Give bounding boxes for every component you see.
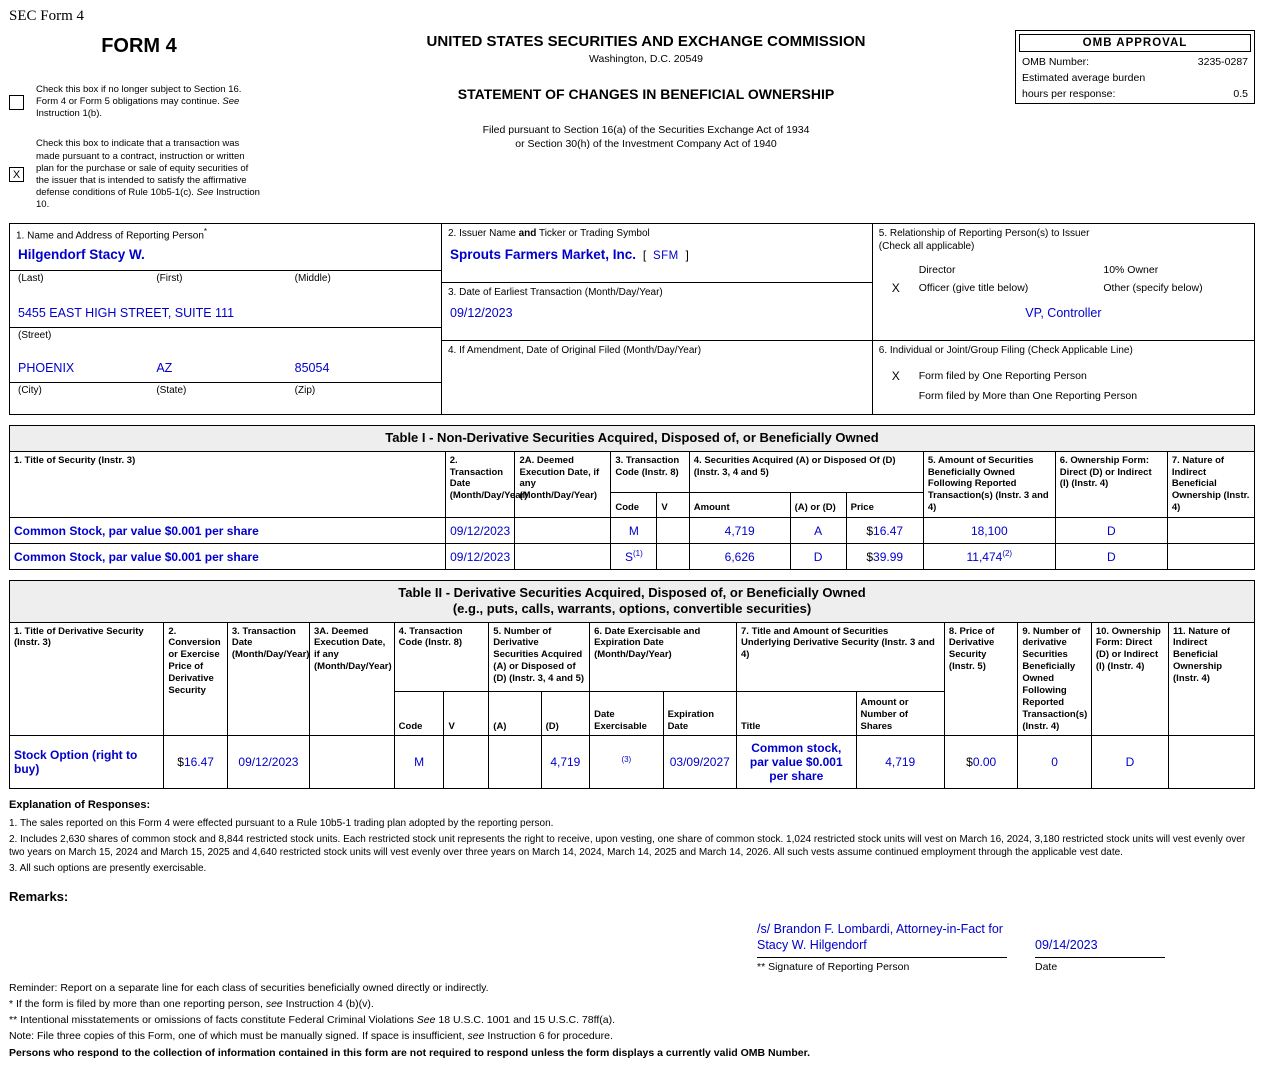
issuer-section-label xyxy=(442,224,872,243)
multiple-persons-note-text: * If the form is filed by more than one reporting person, xyxy=(9,997,266,1010)
ticker-bracket-open: [ xyxy=(642,248,647,263)
relationship-label-line-1: 5. Relationship of Reporting Person(s) to Issuer xyxy=(878,228,1090,240)
rule10b51-text2: Instruction 10. xyxy=(36,187,260,211)
table2-title-line-2: (e.g., puts, calls, warrants, options, convertible securities) xyxy=(452,601,812,617)
t2-header-deemed: 3A. Deemed Execution Date, if any (Month/Day/Year) xyxy=(310,622,395,736)
filing-type-label: 6. Individual or Joint/Group Filing (Check Applicable Line) xyxy=(878,345,1133,357)
form-header-center xyxy=(277,27,1015,151)
footnote-1: 1. The sales reported on this Form 4 were effected pursuant to a Rule 10b5-1 trading plan adopted by the reporting person. xyxy=(9,817,554,829)
t2-header-date: 3. Transaction Date (Month/Day/Year) xyxy=(227,622,309,736)
derivatives-owned-following: 0 xyxy=(1051,755,1058,770)
remarks-heading: Remarks: xyxy=(9,888,69,904)
t1-header-nature: 7. Nature of Indirect Beneficial Ownership (Instr. 4) xyxy=(1167,451,1254,517)
t1-header-date: 2. Transaction Date (Month/Day/Year) xyxy=(445,451,515,517)
t2-header-price: 8. Price of Derivative Security (Instr. 5) xyxy=(944,622,1017,736)
t1-header-ownership: 6. Ownership Form: Direct (D) or Indirect (I) (Instr. 4) xyxy=(1055,451,1167,517)
price-dollar-sign: $ xyxy=(866,549,874,564)
state-value: AZ xyxy=(156,360,173,375)
commission-address: Washington, D.C. 20549 xyxy=(588,53,703,65)
three-copies-note-see: see xyxy=(467,1030,485,1043)
criminal-violations-note-see: See xyxy=(416,1014,436,1027)
t2-header-security: 1. Title of Derivative Security (Instr. 3) xyxy=(10,622,164,736)
multiple-persons-note-text2: Instruction 4 (b)(v). xyxy=(282,997,374,1010)
filed-pursuant-line-1: Filed pursuant to Section 16(a) of the Securities Exchange Act of 1934 xyxy=(482,124,810,136)
t2-header-ownership: 10. Ownership Form: Direct (D) or Indirect (I) (Instr. 4) xyxy=(1091,622,1168,736)
t2-header-code: 4. Transaction Code (Instr. 8) xyxy=(394,622,489,691)
acquired-disposed-code: A xyxy=(814,523,823,538)
omb-burden-row-1 xyxy=(1019,68,1251,84)
t1-subheader-code: Code xyxy=(611,492,657,517)
t2-header-nature: 11. Nature of Indirect Beneficial Ownership (Instr. 4) xyxy=(1169,622,1255,736)
street-address-value: 5455 EAST HIGH STREET, SUITE 111 xyxy=(18,305,235,320)
conversion-price-value: 16.47 xyxy=(183,755,214,770)
ten-percent-owner-label: 10% Owner xyxy=(1103,264,1159,277)
non-derivative-table xyxy=(9,451,1255,570)
form-title: FORM 4 xyxy=(101,35,177,57)
issuer-value-row xyxy=(442,243,872,268)
street-field-labels xyxy=(10,327,441,345)
omb-number-label: OMB Number: xyxy=(1022,56,1090,68)
price-value: 39.99 xyxy=(873,549,904,564)
city-value: PHOENIX xyxy=(18,360,75,375)
date-exercisable-footnote: (3) xyxy=(621,754,632,764)
criminal-violations-note xyxy=(9,1013,1255,1028)
t1-subheader-amount: Amount xyxy=(689,492,790,517)
state-label: (State) xyxy=(156,384,187,396)
shares-owned-following: 18,100 xyxy=(970,524,1008,539)
rule10b51-checkbox-row xyxy=(9,138,277,211)
ownership-form: D xyxy=(1106,523,1116,538)
ticker-bracket-close: ] xyxy=(685,248,689,263)
t2-row-1 xyxy=(10,736,1255,789)
explanation-heading: Explanation of Responses: xyxy=(9,799,151,812)
signature-date-label: Date xyxy=(1035,960,1058,973)
signature-date-column xyxy=(1035,918,1165,973)
zip-label: (Zip) xyxy=(294,384,316,396)
multiple-persons-note-see: see xyxy=(265,997,283,1010)
t2-subheader-date-exercisable: Date Exercisable xyxy=(590,691,663,736)
omb-approval-title: OMB APPROVAL xyxy=(1019,34,1251,52)
issuer-section xyxy=(442,224,873,283)
derivative-security-title: Stock Option (right to buy) xyxy=(14,748,138,777)
explanation-of-responses xyxy=(9,798,1255,875)
relationship-label-line-2: (Check all applicable) xyxy=(878,241,975,253)
transaction-date: 09/12/2023 xyxy=(450,549,511,564)
criminal-violations-note-text2: 18 U.S.C. 1001 and 15 U.S.C. 78ff(a). xyxy=(435,1014,616,1027)
securities-amount: 6,626 xyxy=(724,549,755,564)
price-dollar-sign: $ xyxy=(866,523,874,538)
section16-checkbox-row xyxy=(9,84,277,120)
officer-checkbox: X xyxy=(891,281,900,296)
t2-header-dates: 6. Date Exercisable and Expiration Date (Month/Day/Year) xyxy=(590,622,737,691)
section16-see: See xyxy=(222,96,240,108)
derivative-price-dollar-sign: $ xyxy=(966,755,973,770)
security-title: Common Stock, par value $0.001 per share xyxy=(14,549,259,564)
earliest-transaction-section xyxy=(442,283,873,341)
last-label: (Last) xyxy=(18,272,44,284)
omb-burden-row-2 xyxy=(1019,84,1251,100)
amendment-section xyxy=(442,341,873,415)
zip-value: 85054 xyxy=(294,360,330,375)
three-copies-note xyxy=(9,1029,1255,1044)
t2-header-conversion-price: 2. Conversion or Exercise Price of Derivative Security xyxy=(164,622,227,736)
omb-persons-note: Persons who respond to the collection of information contained in this form are not required to respond unless the form displays a currently valid OMB Number. xyxy=(9,1046,811,1059)
derivative-price-value: 0.00 xyxy=(972,755,997,770)
t2-subheader-title: Title xyxy=(737,691,857,736)
omb-number-value: 3235-0287 xyxy=(1197,56,1248,68)
city-field-labels xyxy=(10,382,441,400)
t1-subheader-aord: (A) or (D) xyxy=(790,492,846,517)
reporting-person-label xyxy=(10,224,441,245)
table2-title-line-1: Table II - Derivative Securities Acquired, Disposed of, or Beneficially Owned xyxy=(398,585,866,601)
amendment-label: 4. If Amendment, Date of Original Filed (Month/Day/Year) xyxy=(448,345,702,357)
t1-header-owned: 5. Amount of Securities Beneficially Owned Following Reported Transaction(s) (Instr. 3 and 4) xyxy=(923,451,1055,517)
reporting-person-section xyxy=(10,224,442,415)
t1-header-code: 3. Transaction Code (Instr. 8) xyxy=(611,451,689,492)
transaction-date: 09/12/2023 xyxy=(238,755,299,770)
conversion-price-dollar-sign: $ xyxy=(177,755,184,770)
issuer-ticker: SFM xyxy=(652,250,679,263)
signature-value: /s/ Brandon F. Lombardi, Attorney-in-Fact for Stacy W. Hilgendorf xyxy=(757,918,1007,958)
shares-owned-following: 11,474 xyxy=(966,550,1003,565)
t2-subheader-code: Code xyxy=(394,691,444,736)
t2-header-owned: 9. Number of derivative Securities Beneficially Owned Following Reported Transaction(s) (Instr. 4) xyxy=(1018,622,1091,736)
disposed-amount: 4,719 xyxy=(550,755,581,770)
acquired-disposed-code: D xyxy=(813,549,823,564)
relationship-section xyxy=(872,224,1254,341)
other-label: Other (specify below) xyxy=(1103,282,1203,295)
section16-checkbox xyxy=(9,95,24,110)
issuer-name-link[interactable]: Sprouts Farmers Market, Inc. xyxy=(450,247,637,263)
transaction-code: M xyxy=(628,524,639,539)
city-label: (City) xyxy=(18,384,42,396)
section16-text: Check this box if no longer subject to Section 16. Form 4 or Form 5 obligations may continue. xyxy=(36,84,242,108)
price-value: 16.47 xyxy=(873,523,904,538)
commission-title: UNITED STATES SECURITIES AND EXCHANGE COMMISSION xyxy=(426,33,866,50)
underlying-shares-amount: 4,719 xyxy=(885,755,916,770)
ownership-form: D xyxy=(1125,755,1135,770)
issuer-label-1: 2. Issuer Name xyxy=(448,228,519,240)
reporting-info-table xyxy=(9,223,1255,415)
more-person-label: Form filed by More than One Reporting Person xyxy=(918,390,1138,403)
form-header-left xyxy=(9,27,277,211)
omb-burden-value: 0.5 xyxy=(1233,88,1248,100)
t2-subheader-v: V xyxy=(444,691,489,736)
middle-label: (Middle) xyxy=(294,272,331,284)
form-footer xyxy=(9,981,1255,1061)
rule10b51-checkbox-text xyxy=(36,138,264,211)
signature-column xyxy=(757,918,1007,973)
transaction-date: 09/12/2023 xyxy=(450,523,511,538)
t2-header-number: 5. Number of Derivative Securities Acquired (A) or Disposed of (D) (Instr. 3, 4 and 5) xyxy=(489,622,590,691)
signature-date-value: 09/14/2023 xyxy=(1035,918,1165,958)
officer-label: Officer (give title below) xyxy=(918,282,1029,295)
filed-pursuant-line-2: or Section 30(h) of the Investment Company Act of 1940 xyxy=(515,138,777,151)
omb-burden-label-2: hours per response: xyxy=(1022,88,1116,100)
reporting-person-name-link[interactable]: Hilgendorf Stacy W. xyxy=(18,246,145,262)
t1-subheader-price: Price xyxy=(846,492,923,517)
transaction-code-footnote: (1) xyxy=(632,549,643,559)
omb-approval-box xyxy=(1015,30,1255,104)
shares-owned-footnote: (2) xyxy=(1002,549,1013,559)
sec-form-type-label: SEC Form 4 xyxy=(9,8,85,24)
reporting-person-label-text: 1. Name and Address of Reporting Person xyxy=(16,230,204,242)
transaction-code: S xyxy=(624,550,633,565)
filing-type-checkbox-grid xyxy=(873,369,1254,402)
t1-row-1 xyxy=(10,518,1255,544)
footnote-3: 3. All such options are presently exercisable. xyxy=(9,863,207,875)
t1-header-deemed: 2A. Deemed Execution Date, if any (Month/Day/Year) xyxy=(515,451,611,517)
city-state-zip-values xyxy=(10,345,441,382)
expiration-date: 03/09/2027 xyxy=(669,755,730,770)
t1-subheader-v: V xyxy=(657,492,689,517)
reminder-note: Reminder: Report on a separate line for each class of securities beneficially owned directly or indirectly. xyxy=(9,981,489,994)
securities-amount: 4,719 xyxy=(724,523,755,538)
criminal-violations-note-text: ** Intentional misstatements or omissions of facts constitute Federal Criminal Violations xyxy=(9,1014,417,1027)
derivative-table xyxy=(9,622,1255,790)
signature-label: ** Signature of Reporting Person xyxy=(757,960,910,973)
name-field-labels xyxy=(10,270,441,288)
t1-row-2 xyxy=(10,544,1255,570)
underlying-security-title: Common stock, par value $0.001 per share xyxy=(749,741,843,784)
rule10b51-text: Check this box to indicate that a transaction was made pursuant to a contract, instruction or written plan for the purchase or sale of equity securities of the issuer that is intended to satisfy the affirmative defense conditions of Rule 10b5-1(c). xyxy=(36,138,249,199)
footnote-2: 2. Includes 2,630 shares of common stock and 8,844 restricted stock units. Each restricted stock unit represents the right to receive, upon vesting, one share of common stock. 1,024 restricted stock units will vest on March 16, 2024, 3,180 restricted stock units will vest evenly over two years on March 15, 2024 and March 15, 2025 and 4,640 restricted stock units will vest evenly over three years on March 14, 2024, March 14, 2025 and March 14, 2026. All such vests assume continued employment through the applicable vest date. xyxy=(9,834,1246,859)
table1-title: Table I - Non-Derivative Securities Acquired, Disposed of, or Beneficially Owned xyxy=(9,425,1255,450)
relationship-checkbox-grid xyxy=(873,264,1254,295)
filed-pursuant-text xyxy=(291,123,1001,151)
security-title: Common Stock, par value $0.001 per share xyxy=(14,523,259,538)
director-label: Director xyxy=(918,264,956,277)
t1-header-acquired: 4. Securities Acquired (A) or Disposed Of (D) (Instr. 3, 4 and 5) xyxy=(689,451,923,492)
relationship-section-label xyxy=(873,224,1254,256)
statement-title: STATEMENT OF CHANGES IN BENEFICIAL OWNERSHIP xyxy=(457,86,835,102)
rule10b51-see: See xyxy=(196,187,214,199)
form-header xyxy=(9,27,1255,211)
multiple-persons-note xyxy=(9,997,1255,1012)
omb-burden-label-1: Estimated average burden xyxy=(1022,72,1146,84)
signature-block xyxy=(757,918,1255,973)
section16-checkbox-text xyxy=(36,84,264,120)
issuer-label-2: Ticker or Trading Symbol xyxy=(536,228,650,240)
earliest-transaction-label: 3. Date of Earliest Transaction (Month/Day/Year) xyxy=(448,287,663,299)
filing-type-section xyxy=(872,341,1254,415)
rule10b51-checkbox: X xyxy=(9,167,24,182)
omb-number-row xyxy=(1019,52,1251,68)
issuer-label-and: and xyxy=(518,228,537,240)
one-person-label: Form filed by One Reporting Person xyxy=(918,370,1087,383)
three-copies-note-text2: Instruction 6 for procedure. xyxy=(484,1030,613,1043)
table2-title xyxy=(9,580,1255,622)
t2-subheader-a: (A) xyxy=(489,691,541,736)
reporting-person-label-sup: * xyxy=(203,227,208,237)
t2-subheader-expiration-date: Expiration Date xyxy=(663,691,736,736)
first-label: (First) xyxy=(156,272,183,284)
ownership-form: D xyxy=(1106,549,1116,564)
t2-subheader-amount: Amount or Number of Shares xyxy=(856,691,944,736)
three-copies-note-text: Note: File three copies of this Form, one of which must be manually signed. If space is insufficient, xyxy=(9,1030,468,1043)
transaction-code: M xyxy=(414,755,425,770)
section16-text2: Instruction 1(b). xyxy=(36,108,102,120)
officer-title-value: VP, Controller xyxy=(1025,306,1102,321)
t1-header-security: 1. Title of Security (Instr. 3) xyxy=(10,451,446,517)
t2-subheader-d: (D) xyxy=(541,691,590,736)
t2-header-underlying: 7. Title and Amount of Securities Underlying Derivative Security (Instr. 3 and 4) xyxy=(737,622,945,691)
earliest-transaction-date: 09/12/2023 xyxy=(450,306,513,321)
one-person-checkbox: X xyxy=(891,369,900,384)
street-label: (Street) xyxy=(18,329,52,341)
